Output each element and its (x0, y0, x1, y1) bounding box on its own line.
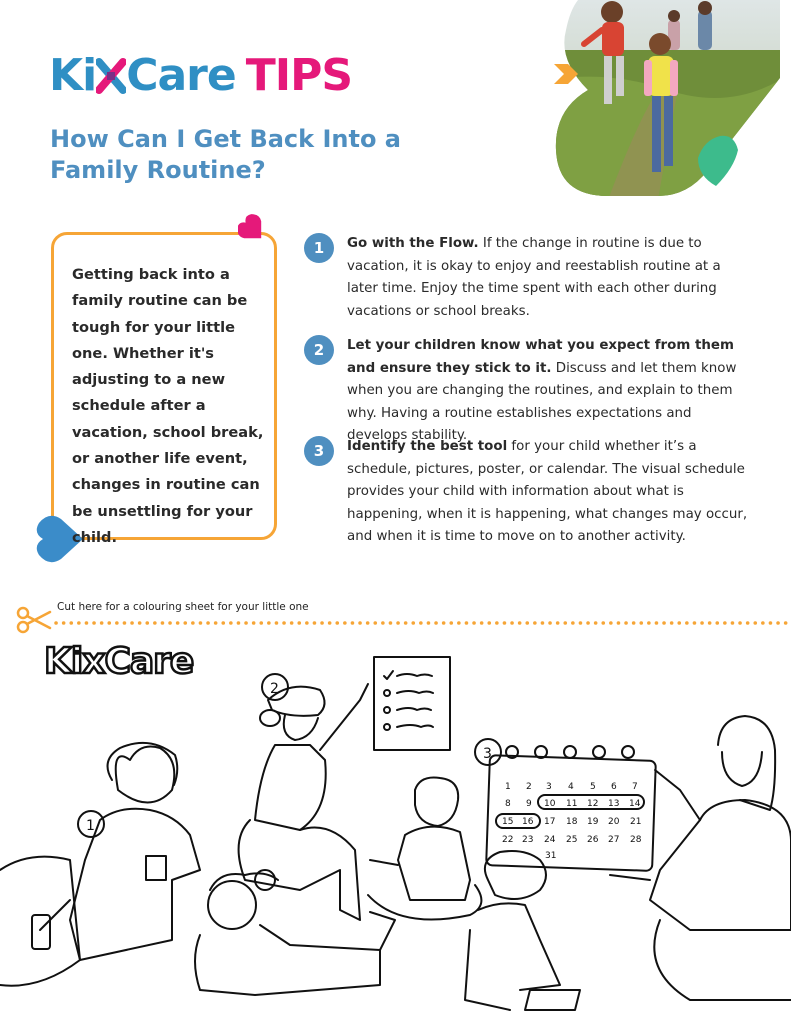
step-number: 2 (270, 681, 279, 697)
tip-2 (304, 335, 754, 443)
calendar-day: 17 (544, 817, 556, 827)
brand-name-part1: Ki (49, 50, 97, 101)
calendar-day: 31 (545, 851, 557, 861)
calendar-day: 10 (544, 799, 556, 809)
calendar-day: 22 (502, 835, 514, 845)
page-title: How Can I Get Back Into a Family Routine? (50, 125, 401, 184)
coloring-illustration (0, 640, 791, 1024)
calendar-day: 6 (611, 782, 617, 792)
tip-1 (304, 233, 754, 329)
tip-body: Discuss and let them know when you are changing the routines, and explain to them why. Having a routine establishes expectations and develops stability. (347, 360, 737, 443)
step-number: 3 (483, 746, 492, 762)
calendar-day: 11 (566, 799, 578, 809)
brand-name-part2: Care (126, 50, 236, 101)
tip-number-badge: 2 (304, 335, 334, 365)
calendar-day: 3 (546, 782, 552, 792)
calendar-day: 28 (630, 835, 642, 845)
family-photo (548, 0, 780, 200)
calendar-day: 18 (566, 817, 578, 827)
calendar-day: 20 (608, 817, 620, 827)
calendar-day: 1 (505, 782, 511, 792)
calendar-day: 19 (587, 817, 599, 827)
calendar-day: 5 (590, 782, 596, 792)
tip-body: for your child whether it’s a schedule, pictures, poster, or calendar. The visual schedule provides your child with information about what is happening, when it is happening, what changes may occur, and when it is time to move on to another activity. (347, 439, 748, 544)
cut-line-label: Cut here for a colouring sheet for your little one (57, 601, 309, 613)
calendar-day: 14 (629, 799, 641, 809)
coloring-logo: KixCare (44, 641, 194, 682)
tips-label: TIPS (245, 50, 353, 101)
girl-drawing-figure (465, 851, 580, 1010)
pink-heart-icon (238, 214, 266, 244)
dotted-cut-line (0, 619, 791, 627)
calendar-day: 21 (630, 817, 642, 827)
calendar-day: 23 (522, 835, 534, 845)
tip-text (347, 335, 749, 448)
child-sitting-figure (368, 778, 481, 920)
tip-heading: Let your children know what you expect from them and ensure they stick to it. (347, 338, 734, 376)
step-1-figure (0, 743, 200, 986)
calendar-day: 7 (632, 782, 638, 792)
tip-number-badge: 1 (304, 233, 334, 263)
tip-body: If the change in routine is due to vacation, it is okay to enjoy and reestablish routine at a later time. Enjoy the time spent with each other during vacations or school breaks. (347, 236, 721, 319)
step-2-figure (239, 657, 450, 920)
tip-number-badge: 3 (304, 436, 334, 466)
intro-text: Getting back into a family routine can be tough for your little one. Whether it's adjusting to a new schedule after a vacation, school break, or another life event, changes in routine can be unsettling for your child. (72, 266, 264, 546)
calendar-day: 4 (568, 782, 574, 792)
x-heart-icon (96, 58, 126, 94)
calendar-day: 16 (522, 817, 534, 827)
calendar-day: 27 (608, 835, 620, 845)
tip-3 (304, 436, 754, 552)
calendar-day: 12 (587, 799, 599, 809)
calendar-day: 15 (502, 817, 514, 827)
brand-x-heart-icon (96, 54, 126, 90)
tip-heading: Go with the Flow. (347, 236, 479, 251)
calendar-day: 26 (587, 835, 599, 845)
calendar-day: 8 (505, 799, 511, 809)
calendar-day: 9 (526, 799, 532, 809)
calendar-day: 25 (566, 835, 578, 845)
tip-text (347, 436, 749, 549)
tip-heading: Identify the best tool (347, 439, 508, 454)
calendar-day: 13 (608, 799, 620, 809)
kixcare-tips-logo (49, 50, 352, 102)
calendar-day: 2 (526, 782, 532, 792)
woman-holding-calendar-figure (610, 716, 791, 1000)
calendar-day: 24 (544, 835, 556, 845)
tip-text (347, 233, 749, 323)
step-number: 1 (86, 818, 95, 834)
calendar-days (502, 782, 642, 861)
